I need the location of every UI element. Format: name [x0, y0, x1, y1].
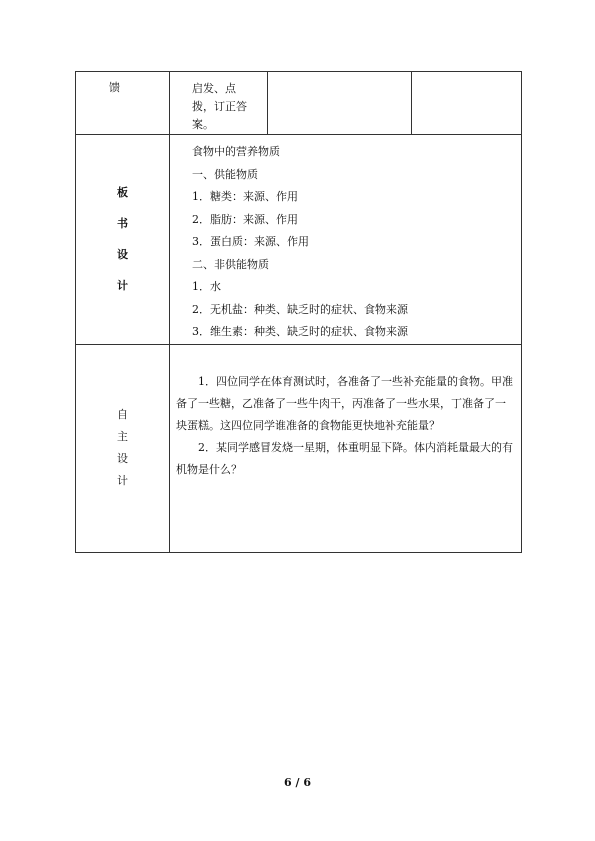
feedback-label: 馈: [76, 72, 170, 135]
self-question: 2．某同学感冒发烧一星期，体重明显下降。体内消耗量最大的有机物是什么？: [176, 440, 513, 476]
board-line: 3．蛋白质：来源、作用: [192, 235, 309, 248]
self-design-label: [76, 344, 170, 552]
board-line: 2．脂肪：来源、作用: [192, 212, 298, 226]
board-design-label: [76, 135, 170, 345]
feedback-text-line: 拨，订正答案。: [192, 100, 247, 131]
self-question: 1．四位同学在体育测试时，各准备了一些补充能量的食物。甲准备了一些糖，乙准备了一些牛肉干，丙准备了一些水果，丁准备了一块蛋糕。这四位同学谁准备的食物能更快地补充能量？: [176, 374, 513, 432]
feedback-row: [76, 72, 522, 135]
board-line: 3．维生素：种类、缺乏时的症状、食物来源: [192, 325, 408, 338]
board-line: 一、供能物质: [192, 167, 258, 181]
board-label-char: 板: [117, 186, 128, 200]
board-line: 2．无机盐：种类、缺乏时的症状、食物来源: [192, 302, 408, 316]
board-line: 1．水: [192, 280, 221, 293]
feedback-text-cell: [170, 72, 268, 135]
board-label-char: 书: [117, 217, 128, 231]
board-design-content: [170, 135, 522, 345]
board-label-char: 计: [117, 279, 128, 293]
feedback-empty-cell: [412, 72, 522, 135]
self-label-char: 自: [117, 408, 128, 421]
lesson-plan-table: [75, 71, 522, 553]
self-label-char: 计: [117, 474, 128, 487]
page-number: 6 / 6: [284, 776, 311, 789]
board-line: 二、非供能物质: [192, 257, 269, 271]
self-design-content: [170, 344, 522, 552]
self-design-row: [76, 344, 522, 552]
self-label-char: 设: [117, 452, 128, 465]
feedback-empty-cell: [268, 72, 412, 135]
board-design-row: [76, 135, 522, 345]
board-line: 食物中的营养物质: [192, 145, 280, 158]
board-label-char: 设: [117, 248, 128, 262]
self-label-char: 主: [117, 430, 128, 443]
feedback-text-line: 启发、点: [192, 82, 236, 95]
board-line: 1．糖类：来源、作用: [192, 190, 298, 203]
